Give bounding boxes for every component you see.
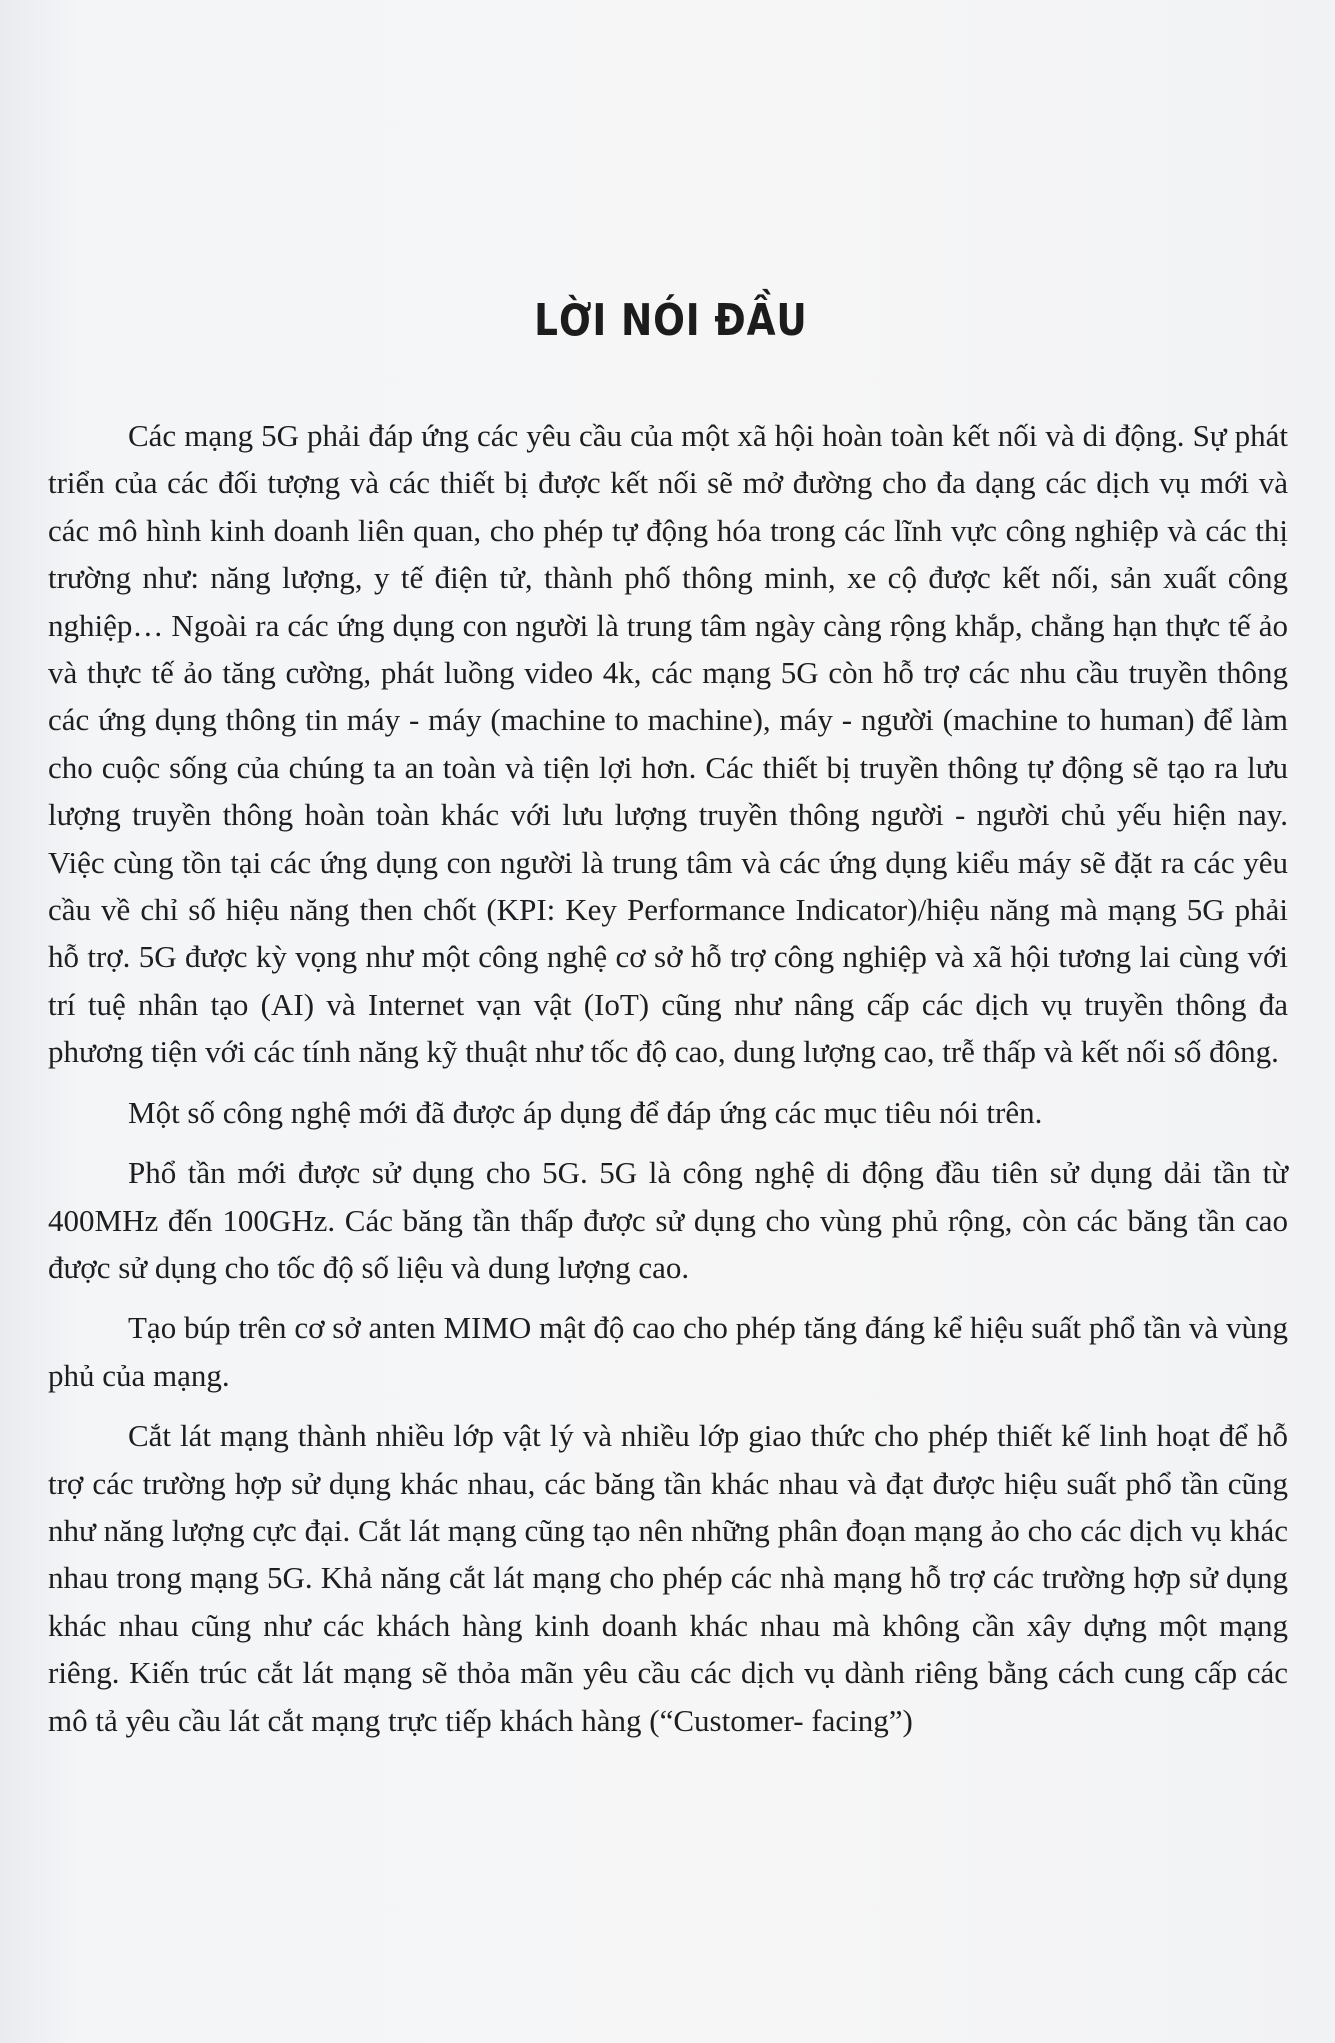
paragraph: Phổ tần mới được sử dụng cho 5G. 5G là công nghệ di động đầu tiên sử dụng dải tần từ 400MHz đến 100GHz. Các băng tần thấp được sử dụng cho vùng phủ rộng, còn các băng tần cao được sử dụng cho tốc độ số liệu và dung lượng cao. — [48, 1155, 1288, 1285]
paragraph: Tạo búp trên cơ sở anten MIMO mật độ cao cho phép tăng đáng kể hiệu suất phổ tần và vùng phủ của mạng. — [48, 1310, 1288, 1393]
page-title: LỜI NÓI ĐẦU — [534, 295, 808, 346]
paragraph: Một số công nghệ mới đã được áp dụng để đáp ứng các mục tiêu nói trên. — [128, 1094, 1043, 1130]
paragraph: Cắt lát mạng thành nhiều lớp vật lý và nhiều lớp giao thức cho phép thiết kế linh hoạt để hỗ trợ các trường hợp sử dụng khác nhau, các băng tần khác nhau và đạt được hiệu suất phổ tần cũng như năng lượng cực đại. Cắt lát mạng cũng tạo nên những phân đoạn mạng ảo cho các dịch vụ khác nhau trong mạng 5G. Khả năng cắt lát mạng cho phép các nhà mạng hỗ trợ các trường hợp sử dụng khác nhau cũng như các khách hàng kinh doanh khác nhau mà không cần xây dựng một mạng riêng. Kiến trúc cắt lát mạng sẽ thỏa mãn yêu cầu các dịch vụ dành riêng bằng cách cung cấp các mô tả yêu cầu lát cắt mạng trực tiếp khách hàng (“Customer- facing”) — [48, 1418, 1288, 1738]
paragraph: Các mạng 5G phải đáp ứng các yêu cầu của một xã hội hoàn toàn kết nối và di động. Sự phát triển của các đối tượng và các thiết bị được kết nối sẽ mở đường cho đa dạng các dịch vụ mới và các mô hình kinh doanh liên quan, cho phép tự động hóa trong các lĩnh vực công nghiệp và các thị trường như: năng lượng, y tế điện tử, thành phố thông minh, xe cộ được kết nối, sản xuất công nghiệp… Ngoài ra các ứng dụng con người là trung tâm ngày càng rộng khắp, chẳng hạn thực tế ảo và thực tế ảo tăng cường, phát luồng video 4k, các mạng 5G còn hỗ trợ các nhu cầu truyền thông các ứng dụng thông tin máy - máy (machine to machine), máy - người (machine to human) để làm cho cuộc sống của chúng ta an toàn và tiện lợi hơn. Các thiết bị truyền thông tự động sẽ tạo ra lưu lượng truyền thông hoàn toàn khác với lưu lượng truyền thông người - người chủ yếu hiện nay. Việc cùng tồn tại các ứng dụng con người là trung tâm và các ứng dụng kiểu máy sẽ đặt ra các yêu cầu về chỉ số hiệu năng then chốt (KPI: Key Performance Indicator)/hiệu năng mà mạng 5G phải hỗ trợ. 5G được kỳ vọng như một công nghệ cơ sở hỗ trợ công nghiệp và xã hội tương lai cùng với trí tuệ nhân tạo (AI) và Internet vạn vật (IoT) cũng như nâng cấp các dịch vụ truyền thông đa phương tiện với các tính năng kỹ thuật như tốc độ cao, dung lượng cao, trễ thấp và kết nối số đông. — [48, 418, 1288, 1070]
body-text — [48, 412, 1288, 1744]
